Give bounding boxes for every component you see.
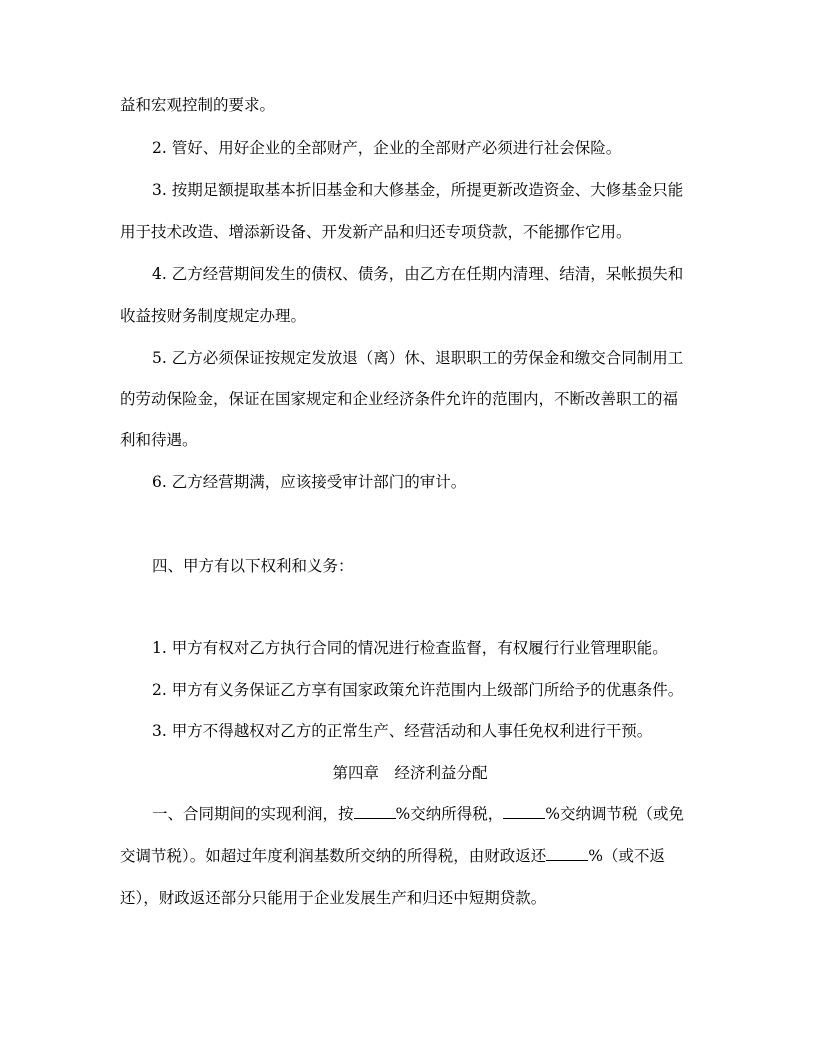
paragraph-line: 用于技术改造、增添新设备、开发新产品和归还专项贷款，不能挪作它用。 [120, 223, 632, 241]
fill-in-blank [354, 804, 396, 819]
profit-clause-line: 还），财政返还部分只能用于企业发展生产和归还中短期贷款。 [120, 889, 547, 907]
text-run: 一、合同期间的实现利润，按 [152, 805, 354, 823]
paragraph-line: 4. 乙方经营期间发生的债权、债务，由乙方在任期内清理、结清，呆帐损失和 [152, 265, 684, 283]
paragraph-line: 5. 乙方必须保证按规定发放退（离）休、退职职工的劳保金和缴交合同制用工 [152, 349, 684, 367]
profit-clause-line [120, 846, 700, 866]
paragraph-line: 2. 管好、用好企业的全部财产，企业的全部财产必须进行社会保险。 [152, 139, 622, 157]
paragraph-line: 益和宏观控制的要求。 [120, 96, 276, 114]
text-run: %交纳所得税， [395, 805, 504, 823]
profit-clause-line [152, 804, 700, 824]
paragraph-line: 1. 甲方有权对乙方执行合同的情况进行检查监督，有权履行行业管理职能。 [152, 639, 668, 657]
paragraph-line: 3. 按期足额提取基本折旧基金和大修基金，所提更新改造资金、大修基金只能 [152, 181, 684, 199]
section-heading: 四、甲方有以下权利和义务： [152, 557, 354, 575]
paragraph-line: 收益按财务制度规定办理。 [120, 307, 307, 325]
chapter-title: 第四章 经济利益分配 [332, 764, 488, 782]
paragraph-line: 6. 乙方经营期满，应该接受审计部门的审计。 [152, 473, 467, 491]
paragraph-line: 2. 甲方有义务保证乙方享有国家政策允许范围内上级部门所给予的优惠条件。 [152, 681, 684, 699]
text-run: %（或不返 [588, 847, 665, 865]
fill-in-blank [503, 804, 545, 819]
text-run: %交纳调节税（或免 [545, 805, 684, 823]
text-run: 交调节税）。如超过年度利润基数所交纳的所得税，由财政返还 [120, 847, 547, 865]
paragraph-line: 的劳动保险金，保证在国家规定和企业经济条件允许的范围内，不断改善职工的福 [120, 390, 679, 408]
paragraph-line: 利和待遇。 [120, 431, 198, 449]
fill-in-blank [546, 846, 588, 861]
paragraph-line: 3. 甲方不得越权对乙方的正常生产、经营活动和人事任免权利进行干预。 [152, 722, 653, 740]
